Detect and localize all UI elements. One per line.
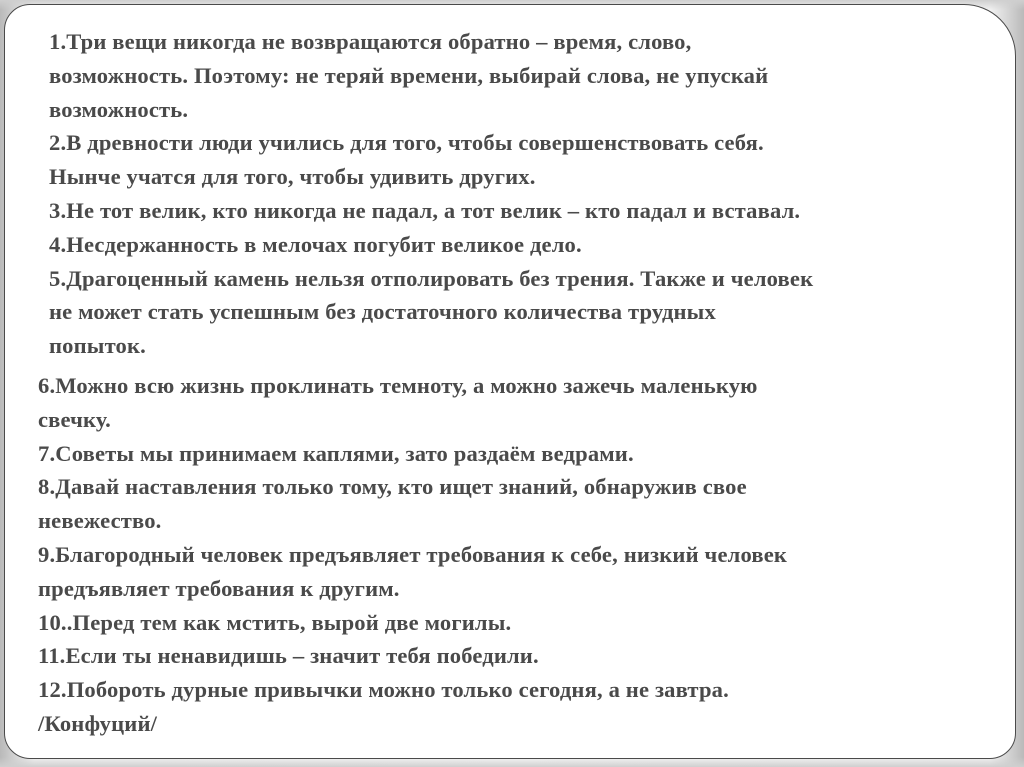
quotes-block-bottom [38, 369, 1008, 741]
quote-line: 5.Драгоценный камень нельзя отполировать без трения. Также и человек [49, 265, 814, 291]
quote-line: Нынче учатся для того, чтобы удивить других. [49, 164, 536, 190]
quote-line: возможность. Поэтому: не теряй времени, выбирай слова, не упускай [49, 62, 769, 88]
quote-line: 3.Не тот велик, кто никогда не падал, а тот велик – кто падал и вставал. [49, 197, 801, 223]
quote-line: 10..Перед тем как мстить, вырой две могилы. [38, 609, 512, 635]
quote-line: 11.Если ты ненавидишь – значит тебя победили. [38, 643, 539, 669]
quote-line: 4.Несдержанность в мелочах погубит великое дело. [49, 231, 582, 257]
content-frame [4, 4, 1016, 759]
quote-line: возможность. [49, 96, 189, 122]
quote-line: попыток. [49, 333, 146, 359]
quote-line: 8.Давай наставления только тому, кто ищет знаний, обнаружив свое [38, 474, 747, 500]
quote-line: свечку. [38, 406, 111, 432]
quote-line: невежество. [38, 508, 162, 534]
quote-author: /Конфуций/ [38, 710, 158, 736]
quotes-block-top [49, 25, 1009, 363]
quote-line: предъявляет требования к другим. [38, 575, 400, 601]
quote-line: 9.Благородный человек предъявляет требования к себе, низкий человек [38, 541, 788, 567]
quote-line: 6.Можно всю жизнь проклинать темноту, а можно зажечь маленькую [38, 373, 758, 398]
quote-line: 7.Советы мы принимаем каплями, зато раздаём ведрами. [38, 440, 634, 466]
quote-line: не может стать успешным без достаточного количества трудных [49, 299, 716, 325]
quote-line: 12.Побороть дурные привычки можно только сегодня, а не завтра. [38, 677, 729, 703]
quote-line: 1.Три вещи никогда не возвращаются обратно – время, слово, [49, 29, 692, 54]
quote-line: 2.В древности люди учились для того, чтобы совершенствовать себя. [49, 130, 764, 156]
